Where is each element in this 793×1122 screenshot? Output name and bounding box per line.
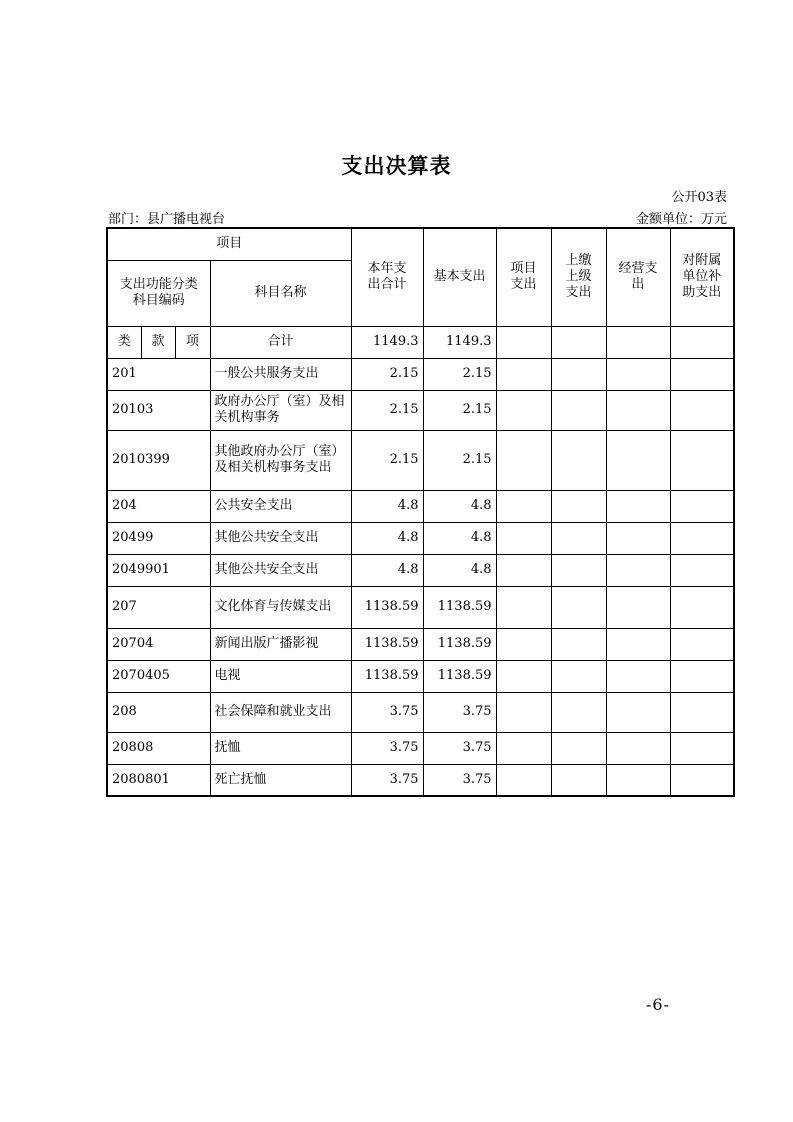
row-basic: 1138.59 xyxy=(423,628,496,660)
header-kuan: 款 xyxy=(141,326,175,358)
row-basic: 4.8 xyxy=(423,554,496,586)
row-basic: 4.8 xyxy=(423,490,496,522)
table-row xyxy=(107,692,734,732)
page-title: 支出决算表 xyxy=(341,154,452,178)
table-row xyxy=(107,490,734,522)
row-code: 20103 xyxy=(107,390,210,430)
row-total: 4.8 xyxy=(351,490,423,522)
table-row xyxy=(107,732,734,764)
row-total: 2.15 xyxy=(351,358,423,390)
row-name: 抚恤 xyxy=(210,732,351,764)
header-project-expenditure: 项目支出 xyxy=(496,228,551,326)
row-name: 公共安全支出 xyxy=(210,490,351,522)
row-code: 207 xyxy=(107,586,210,628)
header-function-code: 支出功能分类科目编码 xyxy=(107,260,210,326)
row-total: 1138.59 xyxy=(351,628,423,660)
header-project: 项目 xyxy=(107,228,351,260)
row-basic: 2.15 xyxy=(423,430,496,490)
row-code: 2010399 xyxy=(107,430,210,490)
row-name: 政府办公厅（室）及相关机构事务 xyxy=(210,390,351,430)
row-name: 新闻出版广播影视 xyxy=(210,628,351,660)
expenditure-table xyxy=(106,227,735,797)
header-lei: 类 xyxy=(107,326,141,358)
row-total: 4.8 xyxy=(351,522,423,554)
total-row-basic: 1149.3 xyxy=(423,326,496,358)
header-basic: 基本支出 xyxy=(423,228,496,326)
table-row xyxy=(107,358,734,390)
table-row xyxy=(107,628,734,660)
row-code: 2070405 xyxy=(107,660,210,692)
row-code: 20808 xyxy=(107,732,210,764)
form-code: 公开03表 xyxy=(671,190,727,205)
row-name: 文化体育与传媒支出 xyxy=(210,586,351,628)
row-name: 一般公共服务支出 xyxy=(210,358,351,390)
header-xiang: 项 xyxy=(175,326,210,358)
row-total: 2.15 xyxy=(351,390,423,430)
table-row xyxy=(107,554,734,586)
page-number: -6- xyxy=(646,995,670,1014)
row-name: 其他公共安全支出 xyxy=(210,554,351,586)
header-business: 经营支出 xyxy=(606,228,670,326)
row-code: 20499 xyxy=(107,522,210,554)
row-code: 2049901 xyxy=(107,554,210,586)
row-basic: 2.15 xyxy=(423,358,496,390)
amount-unit-label: 金额单位：万元 xyxy=(635,212,727,227)
row-name: 其他政府办公厅（室）及相关机构事务支出 xyxy=(210,430,351,490)
department-label: 部门：县广播电视台 xyxy=(108,212,226,227)
header-total: 本年支出合计 xyxy=(351,228,423,326)
table-row xyxy=(107,764,734,796)
header-subject-name: 科目名称 xyxy=(210,260,351,326)
total-row-total: 1149.3 xyxy=(351,326,423,358)
row-total: 3.75 xyxy=(351,732,423,764)
row-name: 社会保障和就业支出 xyxy=(210,692,351,732)
row-total: 1138.59 xyxy=(351,586,423,628)
row-basic: 1138.59 xyxy=(423,586,496,628)
header-subsidiary: 对附属单位补助支出 xyxy=(670,228,734,326)
row-name: 死亡抚恤 xyxy=(210,764,351,796)
header-upper-level: 上缴上级支出 xyxy=(551,228,606,326)
row-total: 1138.59 xyxy=(351,660,423,692)
row-basic: 4.8 xyxy=(423,522,496,554)
table-row xyxy=(107,522,734,554)
table-row xyxy=(107,390,734,430)
row-basic: 1138.59 xyxy=(423,660,496,692)
row-code: 204 xyxy=(107,490,210,522)
row-total: 3.75 xyxy=(351,764,423,796)
row-name: 其他公共安全支出 xyxy=(210,522,351,554)
row-total: 3.75 xyxy=(351,692,423,732)
row-code: 2080801 xyxy=(107,764,210,796)
total-row-label: 合计 xyxy=(210,326,351,358)
row-total: 4.8 xyxy=(351,554,423,586)
row-basic: 3.75 xyxy=(423,764,496,796)
row-code: 208 xyxy=(107,692,210,732)
row-code: 201 xyxy=(107,358,210,390)
row-basic: 3.75 xyxy=(423,692,496,732)
table-row xyxy=(107,586,734,628)
row-basic: 2.15 xyxy=(423,390,496,430)
row-name: 电视 xyxy=(210,660,351,692)
row-basic: 3.75 xyxy=(423,732,496,764)
row-total: 2.15 xyxy=(351,430,423,490)
table-row xyxy=(107,660,734,692)
row-code: 20704 xyxy=(107,628,210,660)
table-row xyxy=(107,430,734,490)
